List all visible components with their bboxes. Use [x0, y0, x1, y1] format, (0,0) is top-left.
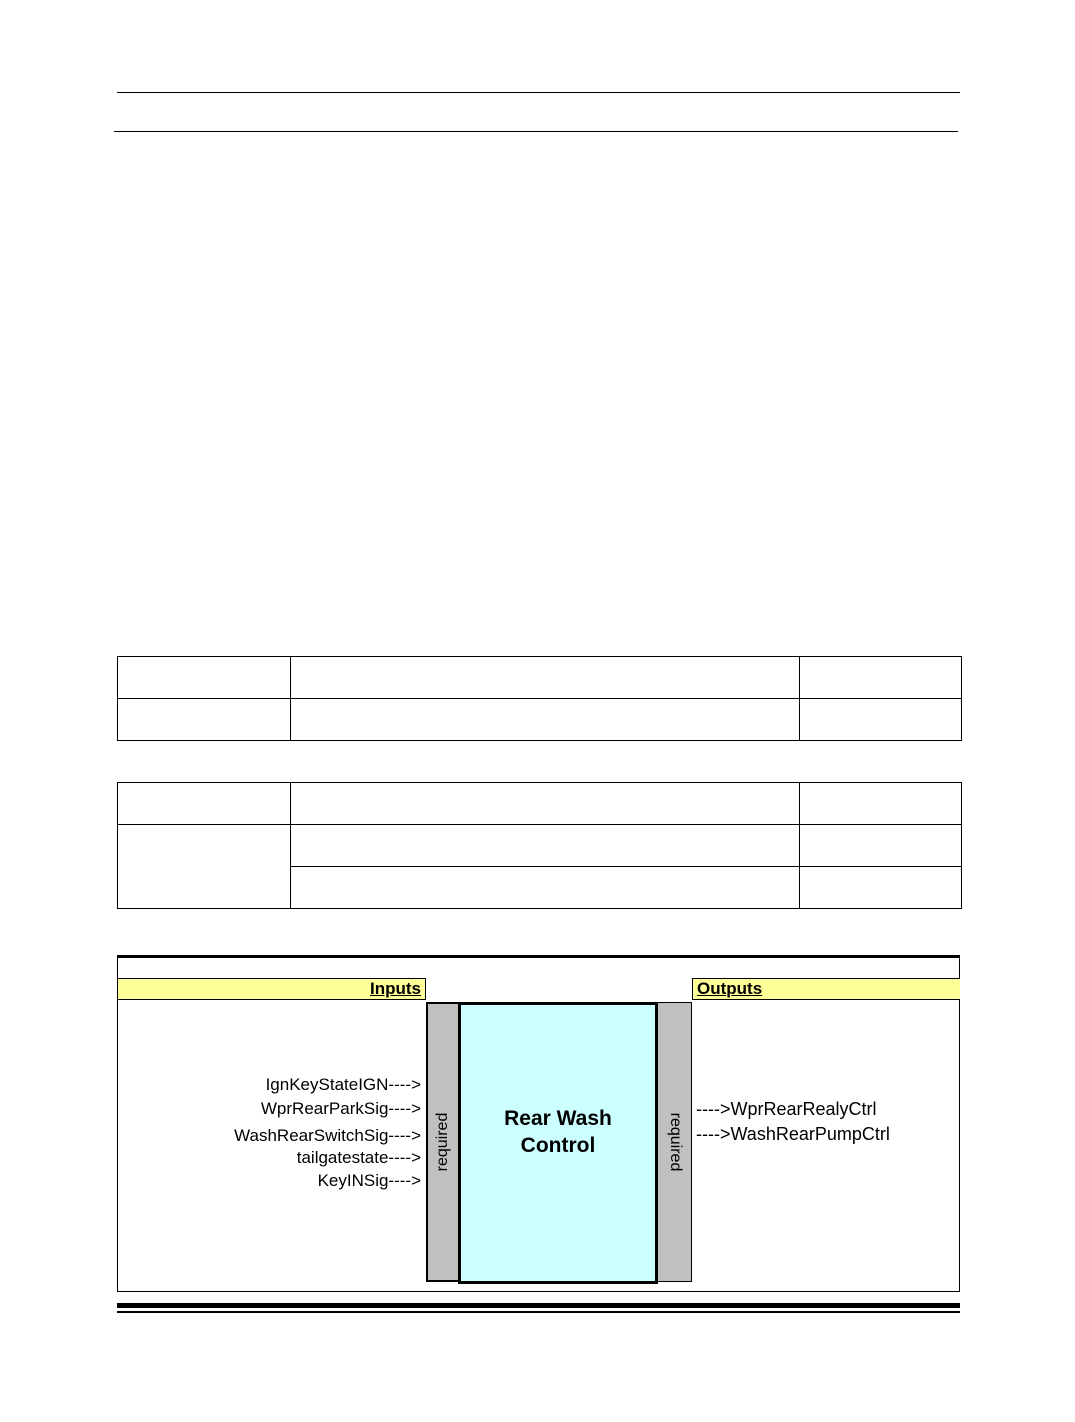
footer-rule-thick [117, 1303, 960, 1308]
required-port-left [426, 1002, 460, 1282]
diagram-top-border [118, 956, 959, 958]
header-rule-bottom [114, 131, 958, 132]
table-row [118, 657, 962, 699]
table-row [118, 825, 962, 867]
table-cell [118, 783, 291, 825]
table-cell [800, 867, 962, 909]
table-cell [118, 825, 291, 909]
input-signal: WashRearSwitchSig----> [234, 1126, 421, 1145]
input-signal: tailgatestate----> [296, 1148, 421, 1167]
output-signal: ---->WashRearPumpCtrl [696, 1124, 890, 1144]
header-rule-top [117, 92, 960, 93]
table-cell [291, 699, 800, 741]
block-title: Rear Wash Control [504, 1107, 612, 1157]
empty-table-1 [117, 656, 962, 741]
output-signal: ---->WprRearRealyCtrl [696, 1099, 877, 1119]
table-cell [118, 699, 291, 741]
rear-wash-control-diagram [117, 955, 960, 1292]
input-signal: WprRearParkSig----> [260, 1099, 421, 1118]
footer-rule-thin [117, 1311, 960, 1313]
table-row [118, 783, 962, 825]
required-port-right [656, 1002, 692, 1282]
table-cell [291, 867, 800, 909]
table-row [118, 699, 962, 741]
table-cell [291, 783, 800, 825]
table-cell [800, 783, 962, 825]
table-cell [118, 657, 291, 699]
required-port-left-label: required [434, 1112, 451, 1172]
table-cell [800, 657, 962, 699]
outputs-header: Outputs [697, 979, 763, 998]
input-signal: IgnKeyStateIGN----> [265, 1075, 421, 1094]
table-cell [800, 699, 962, 741]
table-cell [291, 657, 800, 699]
inputs-header-band [118, 978, 426, 1000]
required-port-right-label: required [666, 1112, 684, 1172]
rear-wash-control-block [458, 1002, 658, 1284]
table-cell [800, 825, 962, 867]
empty-table-2 [117, 782, 962, 909]
input-signal: KeyINSig----> [317, 1171, 421, 1190]
table-cell [291, 825, 800, 867]
inputs-header: Inputs [370, 979, 421, 998]
outputs-header-band [692, 978, 960, 1000]
